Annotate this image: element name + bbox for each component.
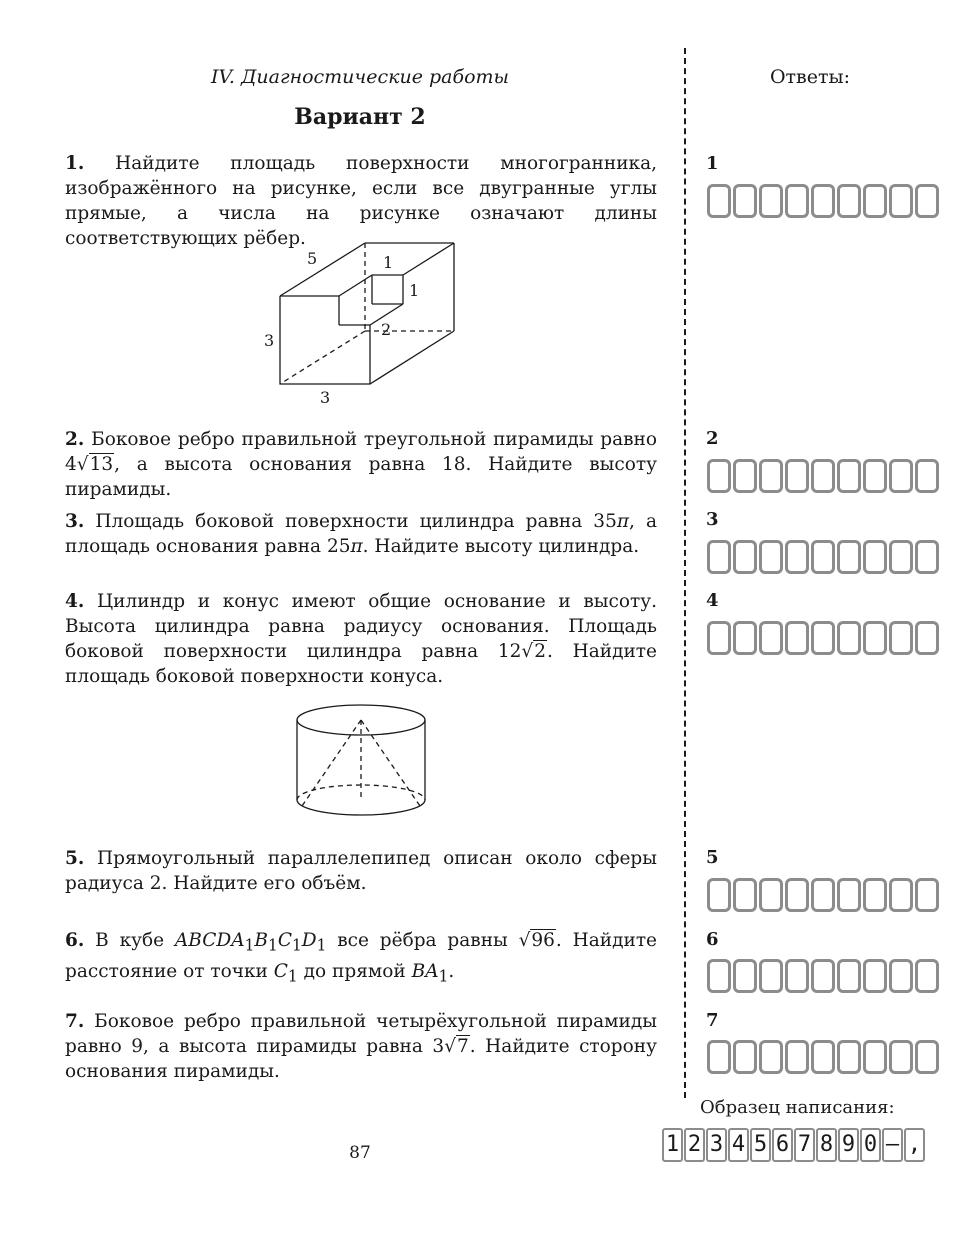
cube-name: B bbox=[254, 930, 268, 951]
answer-cell[interactable] bbox=[707, 878, 731, 912]
answer-label-1: 1 bbox=[706, 153, 719, 174]
problem-text: Прямоугольный параллелепипед описан около сферы радиуса 2. Найдите его объём. bbox=[65, 848, 657, 894]
answer-cell[interactable] bbox=[811, 621, 835, 655]
sample-char: 4 bbox=[728, 1128, 749, 1162]
subscript: 1 bbox=[316, 936, 327, 955]
answer-label-6: 6 bbox=[706, 929, 719, 950]
problem-text: все рёбра равны bbox=[326, 930, 519, 951]
sqrt-sign: √ bbox=[518, 930, 531, 951]
answer-cell[interactable] bbox=[837, 540, 861, 574]
answer-cell[interactable] bbox=[811, 959, 835, 993]
subscript: 1 bbox=[438, 967, 449, 986]
answer-cell[interactable] bbox=[837, 878, 861, 912]
problem-text: . Найдите высоту цилиндра. bbox=[362, 536, 640, 557]
answer-cell[interactable] bbox=[863, 878, 887, 912]
answer-cell[interactable] bbox=[915, 959, 939, 993]
answer-boxes-2[interactable] bbox=[707, 459, 939, 493]
subscript: 1 bbox=[287, 967, 298, 986]
answer-boxes-1[interactable] bbox=[707, 184, 939, 218]
answer-boxes-7[interactable] bbox=[707, 1040, 939, 1074]
radicand: 13 bbox=[89, 454, 114, 475]
problem-text: . bbox=[448, 960, 455, 982]
answer-cell[interactable] bbox=[733, 621, 757, 655]
answer-cell[interactable] bbox=[707, 184, 731, 218]
answer-cell[interactable] bbox=[759, 540, 783, 574]
answer-cell[interactable] bbox=[733, 1040, 757, 1074]
subscript: 1 bbox=[244, 936, 255, 955]
answer-cell[interactable] bbox=[733, 459, 757, 493]
answer-cell[interactable] bbox=[811, 459, 835, 493]
answer-cell[interactable] bbox=[863, 540, 887, 574]
pi-symbol: π bbox=[616, 511, 630, 532]
answer-boxes-5[interactable] bbox=[707, 878, 939, 912]
problem-text: . Найдите площадь боковой поверхности конуса. bbox=[65, 641, 657, 687]
answer-cell[interactable] bbox=[733, 540, 757, 574]
subscript: 1 bbox=[268, 936, 278, 955]
answer-cell[interactable] bbox=[785, 959, 809, 993]
cube-name: C bbox=[277, 930, 292, 951]
problem-6 bbox=[65, 928, 657, 989]
answer-cell[interactable] bbox=[707, 540, 731, 574]
answer-cell[interactable] bbox=[759, 878, 783, 912]
answer-boxes-3[interactable] bbox=[707, 540, 939, 574]
label-edge-bottom: 3 bbox=[320, 388, 331, 407]
answer-label-7: 7 bbox=[706, 1010, 719, 1031]
variant-title: Вариант 2 bbox=[294, 104, 426, 130]
answer-cell[interactable] bbox=[759, 621, 783, 655]
problem-4 bbox=[65, 589, 657, 689]
problem-7 bbox=[65, 1009, 657, 1084]
radicand: 7 bbox=[456, 1036, 469, 1057]
answer-cell[interactable] bbox=[837, 184, 861, 218]
answer-cell[interactable] bbox=[707, 621, 731, 655]
answer-cell[interactable] bbox=[889, 878, 913, 912]
problem-text: Найдите площадь поверхности многогранника, изображённого на рисунке, если все двугранные углы прямые, а числа на рисунке означают длины соответствующих рёбер. bbox=[65, 153, 658, 249]
answer-cell[interactable] bbox=[785, 540, 809, 574]
sample-label: Образец написания: bbox=[700, 1097, 895, 1118]
answer-cell[interactable] bbox=[759, 1040, 783, 1074]
answer-cell[interactable] bbox=[785, 184, 809, 218]
problem-text: до прямой bbox=[297, 960, 412, 982]
answer-cell[interactable] bbox=[733, 878, 757, 912]
radicand: 2 bbox=[534, 641, 546, 662]
cube-name: ABCDA bbox=[174, 930, 245, 951]
problem-text: В кубе bbox=[95, 930, 175, 951]
answer-cell[interactable] bbox=[863, 621, 887, 655]
problem-1 bbox=[65, 151, 657, 251]
answer-cell[interactable] bbox=[785, 621, 809, 655]
line-name: BA bbox=[411, 960, 439, 982]
problem-text: , а площадь основания равна 25 bbox=[65, 511, 657, 557]
section-header: IV. Диагностические работы bbox=[210, 66, 510, 88]
answer-boxes-4[interactable] bbox=[707, 621, 939, 655]
answer-cell[interactable] bbox=[915, 184, 939, 218]
answer-cell[interactable] bbox=[863, 959, 887, 993]
problem-3 bbox=[65, 509, 657, 559]
answer-cell[interactable] bbox=[811, 540, 835, 574]
answer-cell[interactable] bbox=[889, 459, 913, 493]
answer-cell[interactable] bbox=[915, 540, 939, 574]
problem-text: . Найдите расстояние от точки bbox=[65, 930, 657, 982]
answer-cell[interactable] bbox=[707, 959, 731, 993]
answer-cell[interactable] bbox=[837, 621, 861, 655]
answer-cell[interactable] bbox=[915, 459, 939, 493]
answer-cell[interactable] bbox=[915, 1040, 939, 1074]
answer-cell[interactable] bbox=[863, 1040, 887, 1074]
sqrt-sign: √ bbox=[76, 454, 89, 475]
sample-char: 2 bbox=[684, 1128, 705, 1162]
answer-boxes-6[interactable] bbox=[707, 959, 939, 993]
answer-cell[interactable] bbox=[759, 184, 783, 218]
answer-cell[interactable] bbox=[863, 459, 887, 493]
answers-title: Ответы: bbox=[769, 66, 851, 88]
cut-line-divider bbox=[684, 48, 686, 1098]
problem-text: Боковое ребро правильной четырёхугольной пирамиды равно 9, а высота пирамиды равна 3 bbox=[65, 1011, 657, 1057]
sample-char: 6 bbox=[772, 1128, 793, 1162]
problem-number: 3. bbox=[65, 511, 85, 532]
problem-text: . Найдите сторону основания пирамиды. bbox=[65, 1036, 657, 1082]
answer-cell[interactable] bbox=[785, 878, 809, 912]
problem-5 bbox=[65, 846, 657, 896]
problem-text: , а высота основания равна 18. Найдите высоту пирамиды. bbox=[65, 454, 657, 500]
problem-number: 7. bbox=[65, 1011, 85, 1032]
answer-cell[interactable] bbox=[889, 540, 913, 574]
answer-cell[interactable] bbox=[811, 1040, 835, 1074]
sample-char: – bbox=[882, 1128, 903, 1162]
cylinder-cone-figure bbox=[290, 700, 435, 822]
sqrt-sign: √ bbox=[521, 641, 534, 662]
pi-symbol: π bbox=[350, 536, 363, 557]
sample-char: 7 bbox=[794, 1128, 815, 1162]
answer-label-3: 3 bbox=[706, 509, 719, 530]
answer-label-5: 5 bbox=[706, 847, 719, 868]
answer-cell[interactable] bbox=[733, 184, 757, 218]
cube-name: D bbox=[301, 930, 317, 951]
answer-cell[interactable] bbox=[759, 959, 783, 993]
label-notch-side: 1 bbox=[409, 281, 420, 300]
answer-cell[interactable] bbox=[889, 1040, 913, 1074]
sample-char: 5 bbox=[750, 1128, 771, 1162]
problem-number: 1. bbox=[65, 153, 85, 174]
answer-cell[interactable] bbox=[889, 184, 913, 218]
answer-cell[interactable] bbox=[915, 621, 939, 655]
radicand: 96 bbox=[531, 930, 555, 951]
sample-char: 9 bbox=[838, 1128, 859, 1162]
problem-number: 5. bbox=[65, 848, 85, 869]
polyhedron-figure bbox=[255, 238, 470, 408]
problem-text: Площадь боковой поверхности цилиндра равна 35 bbox=[95, 511, 617, 532]
sample-writing bbox=[662, 1128, 925, 1162]
point-name: C bbox=[273, 960, 288, 982]
answer-cell[interactable] bbox=[733, 959, 757, 993]
answer-cell[interactable] bbox=[837, 459, 861, 493]
answer-cell[interactable] bbox=[915, 878, 939, 912]
answer-cell[interactable] bbox=[837, 1040, 861, 1074]
answer-cell[interactable] bbox=[785, 1040, 809, 1074]
sample-char: , bbox=[904, 1128, 925, 1162]
answer-cell[interactable] bbox=[707, 459, 731, 493]
subscript: 1 bbox=[291, 936, 302, 955]
sqrt-sign: √ bbox=[444, 1036, 456, 1057]
problem-text: Цилиндр и конус имеют общие основание и высоту. Высота цилиндра равна радиусу основания. Площадь боковой поверхности цилиндра равна 12 bbox=[65, 591, 657, 662]
answer-cell[interactable] bbox=[837, 959, 861, 993]
problem-number: 4. bbox=[65, 591, 85, 612]
answer-cell[interactable] bbox=[811, 184, 835, 218]
problem-text: Боковое ребро правильной треугольной пирамиды равно 4 bbox=[65, 429, 657, 475]
answer-cell[interactable] bbox=[785, 459, 809, 493]
sample-char: 1 bbox=[662, 1128, 683, 1162]
answer-cell[interactable] bbox=[889, 959, 913, 993]
answer-cell[interactable] bbox=[811, 878, 835, 912]
sample-char: 0 bbox=[860, 1128, 881, 1162]
sample-char: 8 bbox=[816, 1128, 837, 1162]
problem-number: 2. bbox=[65, 429, 85, 450]
answer-cell[interactable] bbox=[889, 621, 913, 655]
sample-char: 3 bbox=[706, 1128, 727, 1162]
answer-label-4: 4 bbox=[706, 590, 719, 611]
answer-cell[interactable] bbox=[863, 184, 887, 218]
answer-label-2: 2 bbox=[706, 428, 719, 449]
page-number: 87 bbox=[349, 1143, 371, 1163]
label-edge-left: 3 bbox=[264, 331, 275, 350]
answer-cell[interactable] bbox=[707, 1040, 731, 1074]
problem-number: 6. bbox=[65, 930, 85, 951]
problem-2 bbox=[65, 427, 657, 502]
label-notch-depth: 2 bbox=[381, 320, 392, 339]
label-notch-top: 1 bbox=[383, 253, 394, 272]
label-edge-top: 5 bbox=[307, 249, 318, 268]
answer-cell[interactable] bbox=[759, 459, 783, 493]
